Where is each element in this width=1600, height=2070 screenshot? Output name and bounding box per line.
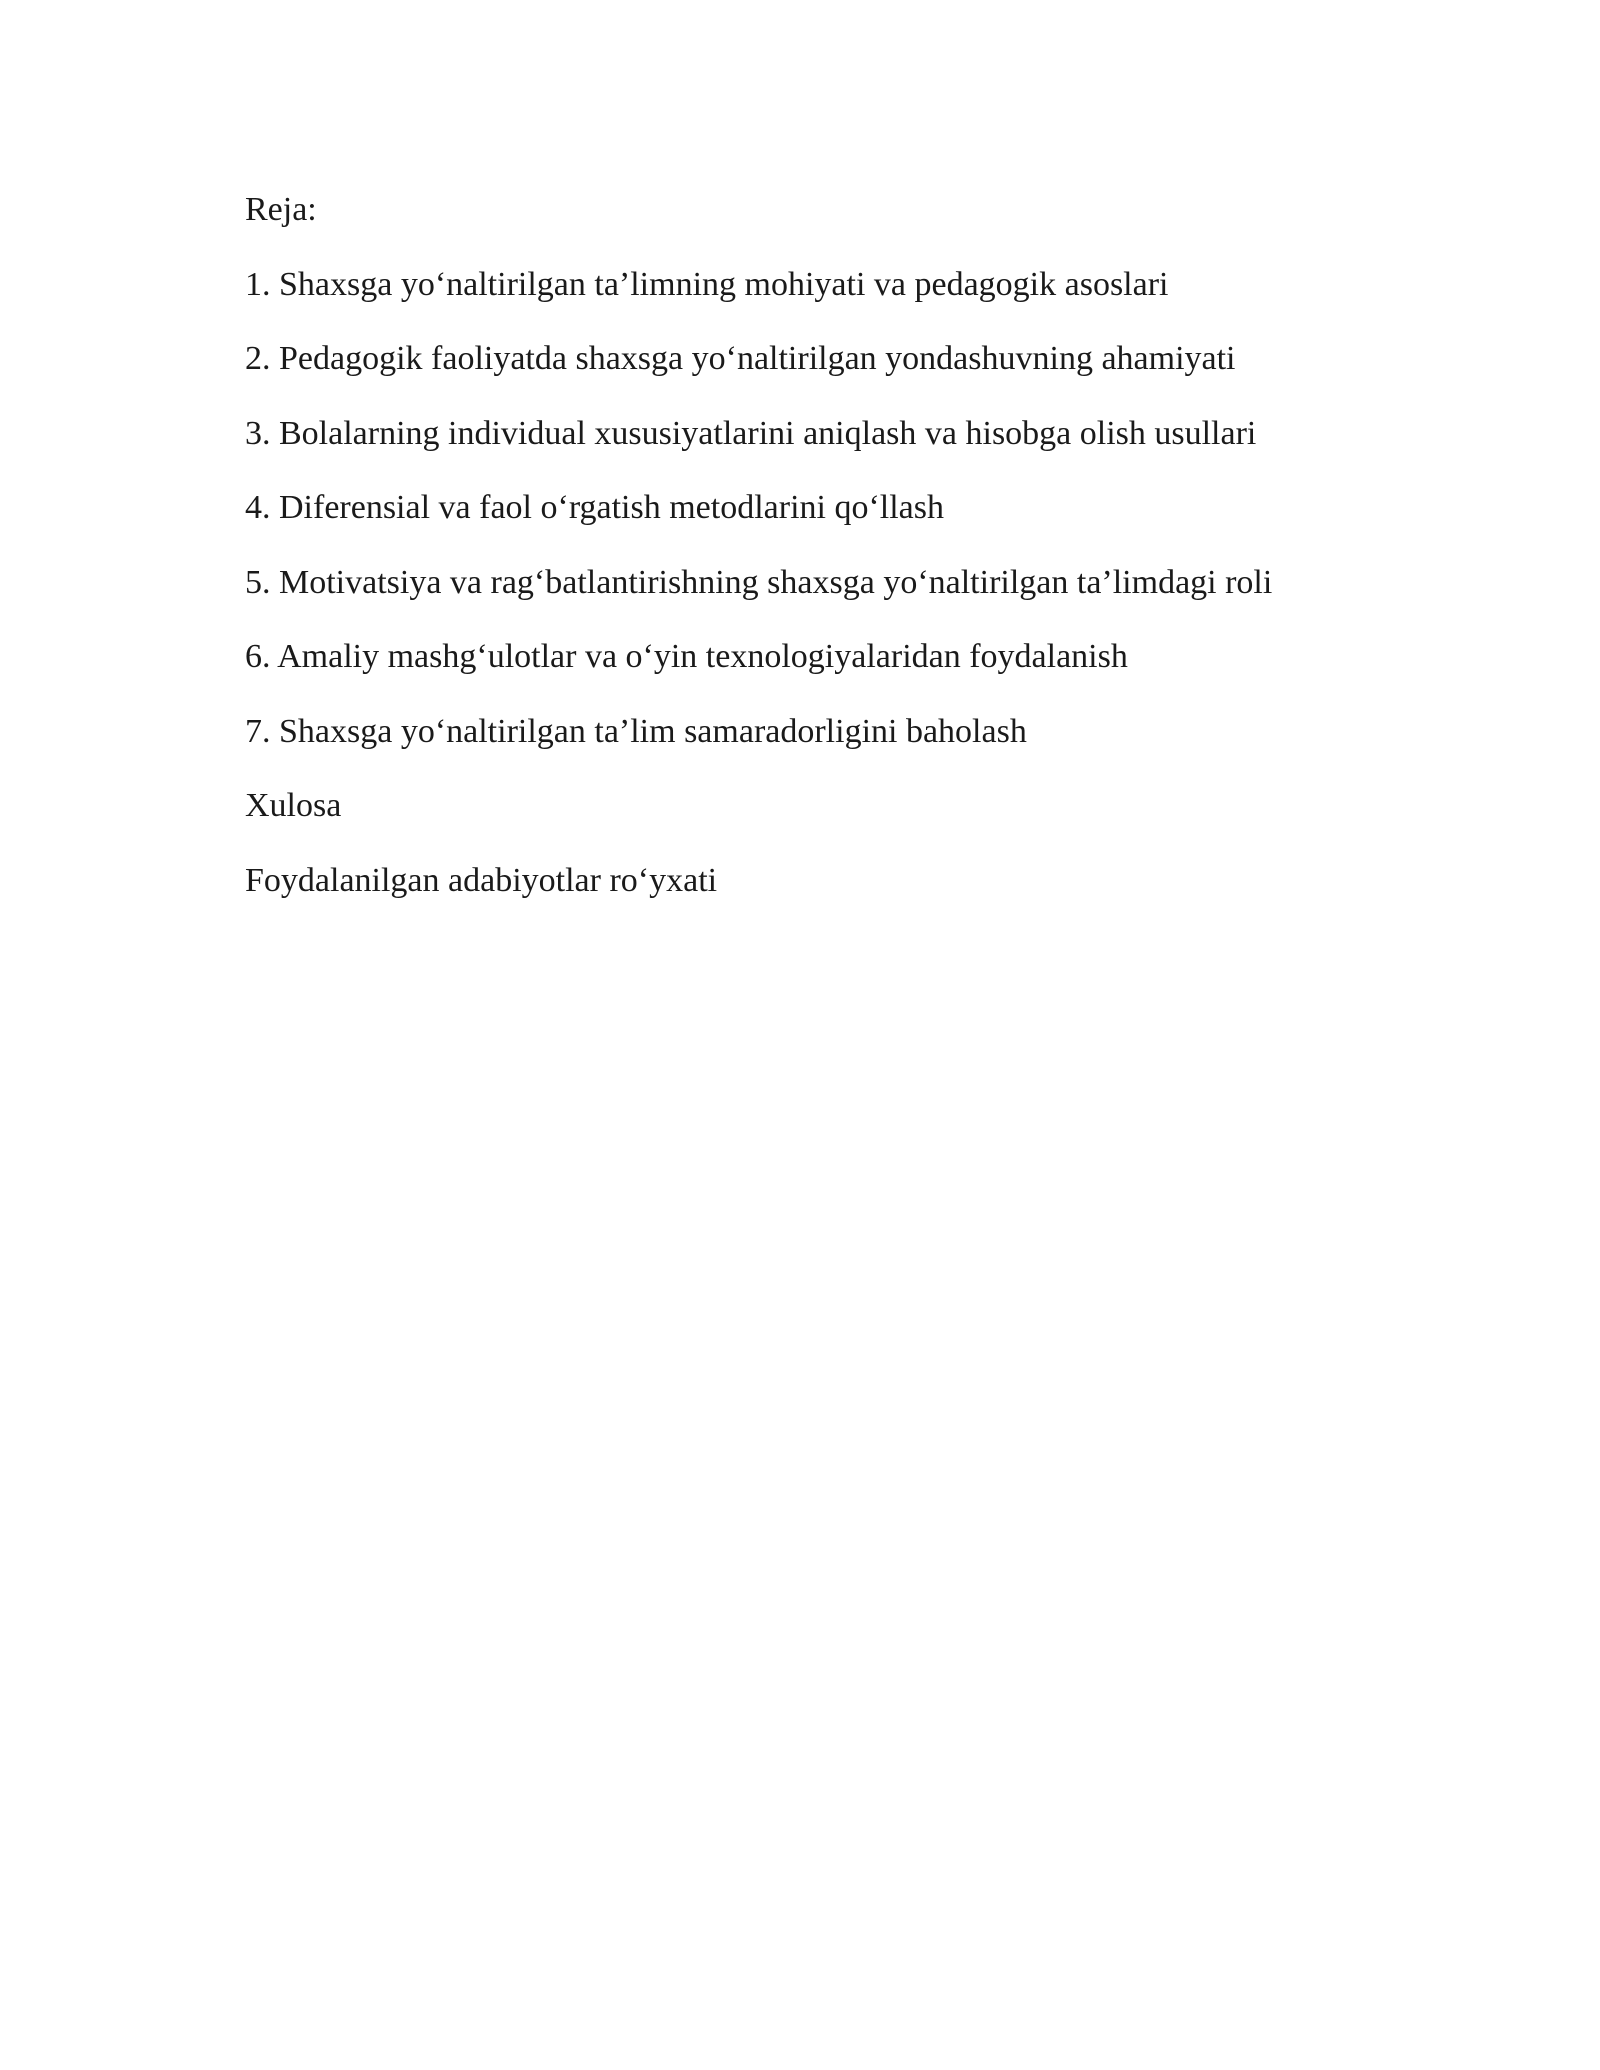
plan-item-2: 2. Pedagogik faoliyatda shaxsga yo‘naltirilgan yondashuvning ahamiyati bbox=[245, 340, 1236, 377]
plan-item-7: 7. Shaxsga yo‘naltirilgan ta’lim samaradorligini baholash bbox=[245, 712, 1027, 750]
plan-references: Foydalanilgan adabiyotlar ro‘yxati bbox=[245, 861, 718, 899]
plan-contents bbox=[245, 185, 1445, 930]
plan-item-1: 1. Shaxsga yo‘naltirilgan ta’limning mohiyati va pedagogik asoslari bbox=[245, 265, 1169, 303]
plan-item-4: 4. Diferensial va faol o‘rgatish metodlarini qo‘llash bbox=[245, 489, 945, 526]
plan-conclusion: Xulosa bbox=[245, 787, 342, 824]
plan-heading: Reja: bbox=[245, 191, 317, 228]
plan-item-5: 5. Motivatsiya va rag‘batlantirishning shaxsga yo‘naltirilgan ta’limdagi roli bbox=[245, 563, 1273, 601]
plan-item-6: 6. Amaliy mashg‘ulotlar va o‘yin texnologiyalaridan foydalanish bbox=[245, 638, 1128, 675]
plan-item-3: 3. Bolalarning individual xususiyatlarini aniqlash va hisobga olish usullari bbox=[245, 414, 1257, 452]
